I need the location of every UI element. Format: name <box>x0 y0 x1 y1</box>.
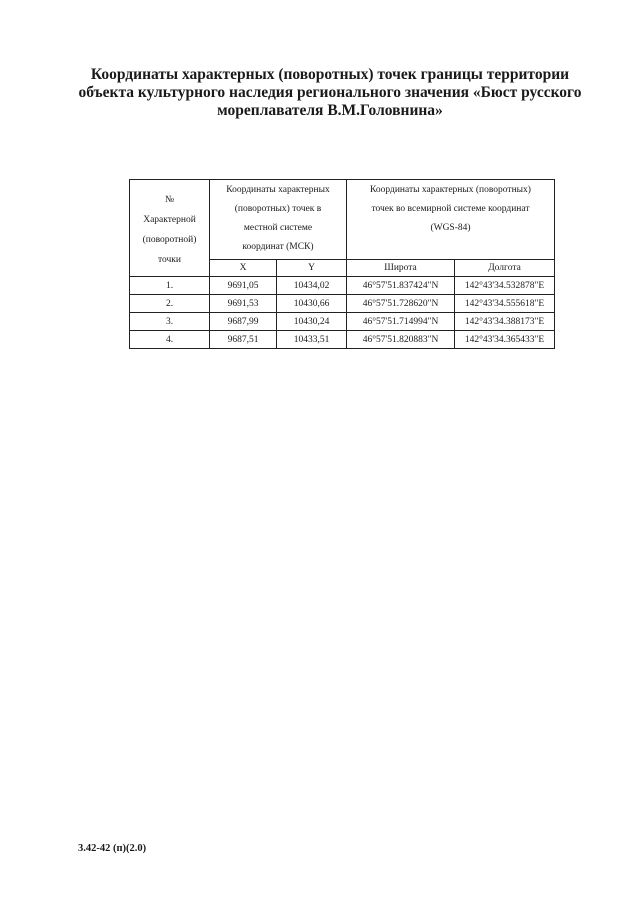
cell-latitude: 46°57'51.728620"N <box>347 295 455 313</box>
cell-y: 10430,66 <box>277 295 347 313</box>
header-num-line: Характерной <box>143 215 196 225</box>
cell-point-number: 1. <box>130 277 210 295</box>
header-latitude: Широта <box>347 260 455 277</box>
header-wgs84 <box>347 180 555 260</box>
header-msk-line: Координаты характерных <box>226 185 330 195</box>
coordinates-table <box>129 179 555 349</box>
table-header-row <box>130 180 555 260</box>
cell-x: 9691,05 <box>210 277 277 295</box>
header-y: Y <box>277 260 347 277</box>
cell-y: 10433,51 <box>277 331 347 349</box>
document-code: 3.42-42 (п)(2.0) <box>78 843 147 854</box>
cell-x: 9691,53 <box>210 295 277 313</box>
header-wgs-line: (WGS-84) <box>430 223 471 233</box>
header-wgs-line: точек во всемирной системе координат <box>371 204 530 214</box>
header-wgs-line: Координаты характерных (поворотных) <box>370 185 531 195</box>
title-line-3: мореплавателя В.М.Головнина» <box>217 102 443 119</box>
header-msk-line: (поворотных) точек в <box>234 204 322 214</box>
table-row <box>130 331 555 349</box>
cell-x: 9687,51 <box>210 331 277 349</box>
cell-longitude: 142°43'34.388173"E <box>455 313 555 331</box>
title-line-1: Координаты характерных (поворотных) точек границы территории <box>90 66 570 83</box>
document-title <box>60 66 600 120</box>
header-longitude: Долгота <box>455 260 555 277</box>
cell-latitude: 46°57'51.714994"N <box>347 313 455 331</box>
cell-longitude: 142°43'34.555618"E <box>455 295 555 313</box>
table-row <box>130 313 555 331</box>
cell-longitude: 142°43'34.532878"E <box>455 277 555 295</box>
title-line-2: объекта культурного наследия регионального значения «Бюст русского <box>78 84 582 101</box>
table-row <box>130 277 555 295</box>
header-msk-line: местной системе <box>243 223 313 233</box>
cell-point-number: 2. <box>130 295 210 313</box>
cell-x: 9687,99 <box>210 313 277 331</box>
cell-longitude: 142°43'34.365433"E <box>455 331 555 349</box>
cell-latitude: 46°57'51.820883"N <box>347 331 455 349</box>
header-num-line: № <box>164 195 175 205</box>
header-num-line: (поворотной) <box>142 235 197 245</box>
cell-latitude: 46°57'51.837424"N <box>347 277 455 295</box>
cell-y: 10430,24 <box>277 313 347 331</box>
header-point-number <box>130 180 210 277</box>
header-msk-line: координат (МСК) <box>242 242 314 252</box>
table-row <box>130 295 555 313</box>
header-num-line: точки <box>157 255 181 265</box>
cell-point-number: 4. <box>130 331 210 349</box>
cell-y: 10434,02 <box>277 277 347 295</box>
header-msk <box>210 180 347 260</box>
header-x: X <box>210 260 277 277</box>
cell-point-number: 3. <box>130 313 210 331</box>
